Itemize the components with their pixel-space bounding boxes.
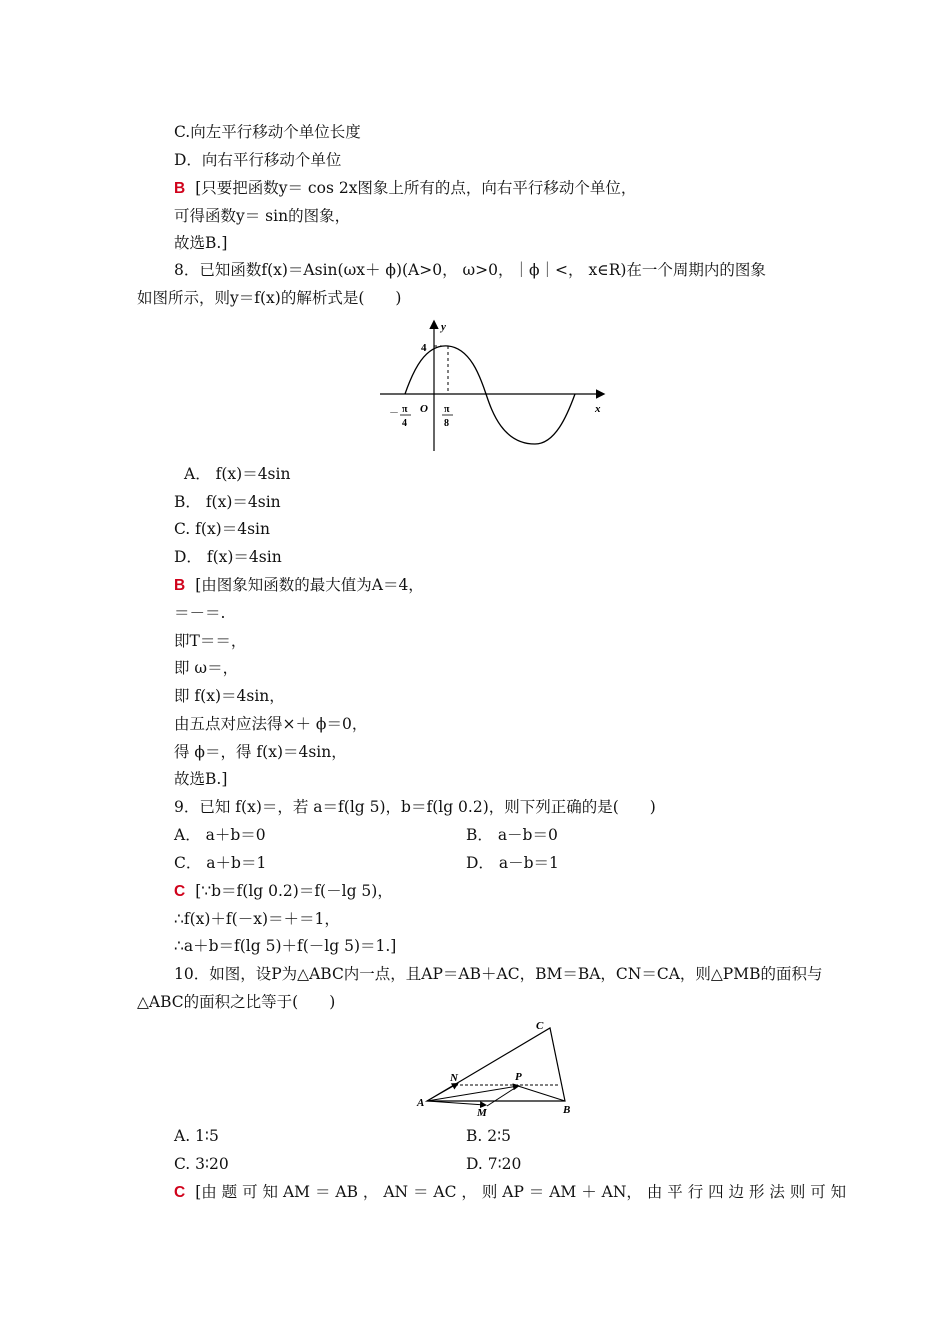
q10-solution-text: [由 题 可 知 AM ＝ AB ， AN ＝ AC ， 则 AP ＝ AM ＋ AN， 由 平 行 四 边 形 法 则 可 知 [195,1183,847,1201]
q9-option-a: A． a＋b＝0 [174,826,266,844]
q8-solution-line-2: ＝－＝. [174,604,226,622]
vertex-c-label: C [536,1020,544,1032]
q10-solution-line-1 [174,1181,846,1204]
q7-answer-letter: B [174,180,186,197]
q8-option-c: C. f(x)＝4sin [174,520,270,538]
q10-option-a: A. 1∶5 [174,1127,219,1145]
q8-solution-text: [由图象知函数的最大值为A＝4， [195,576,424,594]
q9-solution-line-1 [174,880,393,903]
q9-solution-line-3: ∴a＋b＝f(lg 5)＋f(－lg 5)＝1.] [174,937,397,955]
q9-answer-letter: C [174,883,186,900]
q9-option-b: B． a－b＝0 [466,826,558,844]
vertex-a-label: A [417,1097,425,1109]
q8-solution-line-5: 即 f(x)＝4sin， [174,687,285,705]
q7-option-d: D．向右平行移动个单位 [174,151,342,169]
point-p-label: P [515,1071,522,1083]
max-value-label: 4 [421,342,427,354]
q7-solution-line [174,177,636,200]
q8-sine-graph [375,316,615,456]
x-axis-label: x [595,403,601,415]
q10-stem-line-1: 10．如图，设P为△ABC内一点，且AP＝AB＋AC，BM＝BA，CN＝CA，则△PMB的面积与 [174,965,823,983]
q8-solution-line-4: 即 ω＝， [174,659,239,677]
q10-triangle-figure [415,1016,585,1121]
right-tick-numerator: π [444,404,450,415]
sine-curve [405,346,575,444]
q8-stem-line-2: 如图所示，则y＝f(x)的解析式是( ) [137,289,402,307]
y-axis-label: y [441,321,446,333]
q9-solution-line-2: ∴f(x)＋f(－x)＝＋＝1， [174,910,340,928]
q9-option-c: C． a＋b＝1 [174,854,267,872]
q8-solution-line-1 [174,574,424,597]
q8-solution-line-7: 得 ϕ＝，得 f(x)＝4sin， [174,743,347,761]
q7-solution-text: [只要把函数y＝ cos 2x图象上所有的点，向右平行移动个单位， [195,179,637,197]
q8-solution-line-6: 由五点对应法得×＋ ϕ＝0， [174,715,368,733]
left-tick-numerator: π [402,404,408,415]
q10-option-d: D. 7∶20 [466,1155,522,1173]
vertex-b-label: B [563,1104,571,1116]
q10-stem-line-2: △ABC的面积之比等于( ) [137,993,336,1011]
q8-answer-letter: B [174,577,186,594]
right-tick-denominator: 8 [444,418,449,429]
q9-stem: 9．已知 f(x)＝，若 a＝f(lg 5)，b＝f(lg 0.2)，则下列正确的是( ) [174,798,656,816]
q8-option-a: A． f(x)＝4sin [184,465,291,483]
left-tick-denominator: 4 [402,418,407,429]
q8-solution-line-3: 即T＝＝， [174,632,247,650]
segment-pb [518,1086,565,1101]
q7-solution-line-3: 故选B.] [174,234,228,252]
q10-option-b: B. 2∶5 [466,1127,512,1145]
q8-stem-line-1: 8．已知函数f(x)＝Asin(ωx＋ ϕ)(A>0， ω>0，｜ϕ｜<， x∈R)在一个周期内的图象 [174,261,766,279]
q7-option-c: C.向左平行移动个单位长度 [174,123,361,141]
point-n-label: N [450,1072,458,1084]
point-m-label: M [477,1107,487,1119]
q7-solution-line-2: 可得函数y＝ sin的图象， [174,207,351,225]
q9-option-d: D． a－b＝1 [466,854,559,872]
left-tick-sign: － [389,408,399,419]
origin-label: O [420,403,428,415]
q8-solution-line-8: 故选B.] [174,770,228,788]
q8-option-d: D． f(x)＝4sin [174,548,282,566]
q9-solution-text: [∵b＝f(lg 0.2)＝f(－lg 5)， [195,882,393,900]
q10-answer-letter: C [174,1184,186,1201]
q8-option-b: B． f(x)＝4sin [174,493,281,511]
q10-option-c: C. 3∶20 [174,1155,229,1173]
